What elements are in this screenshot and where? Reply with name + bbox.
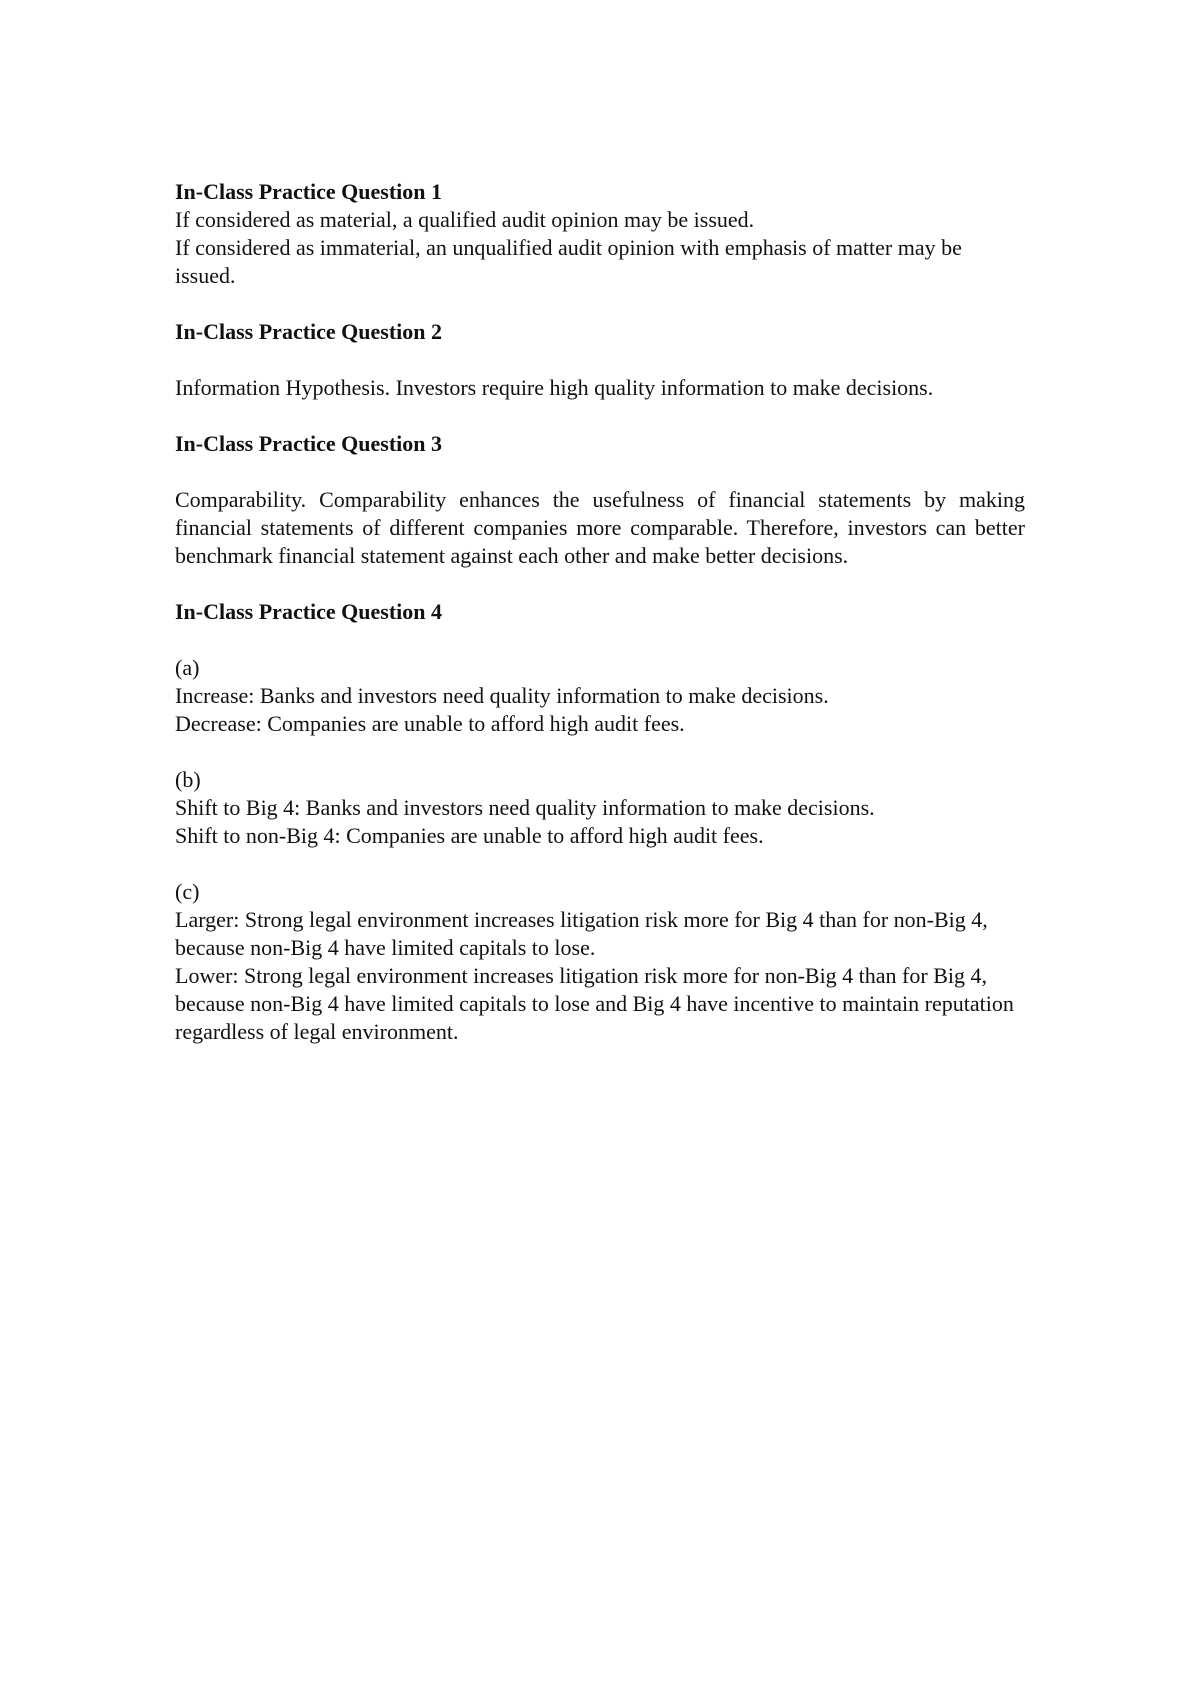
q3-paragraph: Comparability. Comparability enhances the usefulness of financial statements by making financial statements of different companies more comparable. Therefore, investors can better benchmark financial statement against each other and make better decisions. (175, 487, 1025, 568)
spacer (175, 290, 1025, 318)
q4-b-line-2: Shift to non-Big 4: Companies are unable to afford high audit fees. (175, 823, 764, 848)
q1-heading: In-Class Practice Question 1 (175, 179, 443, 204)
q4-a-label: (a) (175, 655, 200, 680)
q4-heading: In-Class Practice Question 4 (175, 599, 443, 624)
q4-a-line-2: Decrease: Companies are unable to afford high audit fees. (175, 711, 685, 736)
spacer (175, 570, 1025, 598)
spacer (175, 458, 1025, 486)
q2-heading: In-Class Practice Question 2 (175, 319, 443, 344)
q4-b-label: (b) (175, 767, 201, 792)
q4-b-line-1: Shift to Big 4: Banks and investors need quality information to make decisions. (175, 795, 875, 820)
q1-line-2: If considered as immaterial, an unqualified audit opinion with emphasis of matter may be issued. (175, 235, 962, 288)
q3-heading: In-Class Practice Question 3 (175, 431, 443, 456)
spacer (175, 626, 1025, 654)
spacer (175, 850, 1025, 878)
q4-a-line-1: Increase: Banks and investors need quality information to make decisions. (175, 683, 829, 708)
spacer (175, 402, 1025, 430)
q4-c-label: (c) (175, 879, 200, 904)
q4-c-line-2: Lower: Strong legal environment increases litigation risk more for non-Big 4 than for Big 4, because non-Big 4 have limited capitals to lose and Big 4 have incentive to maintain reputation regardless of legal environment. (175, 963, 1014, 1044)
q2-line-1: Information Hypothesis. Investors require high quality information to make decisions. (175, 375, 934, 400)
spacer (175, 738, 1025, 766)
q1-line-1: If considered as material, a qualified audit opinion may be issued. (175, 207, 755, 232)
document-page (175, 178, 1025, 1046)
q4-c-line-1: Larger: Strong legal environment increases litigation risk more for Big 4 than for non-Big 4, because non-Big 4 have limited capitals to lose. (175, 907, 988, 960)
spacer (175, 346, 1025, 374)
